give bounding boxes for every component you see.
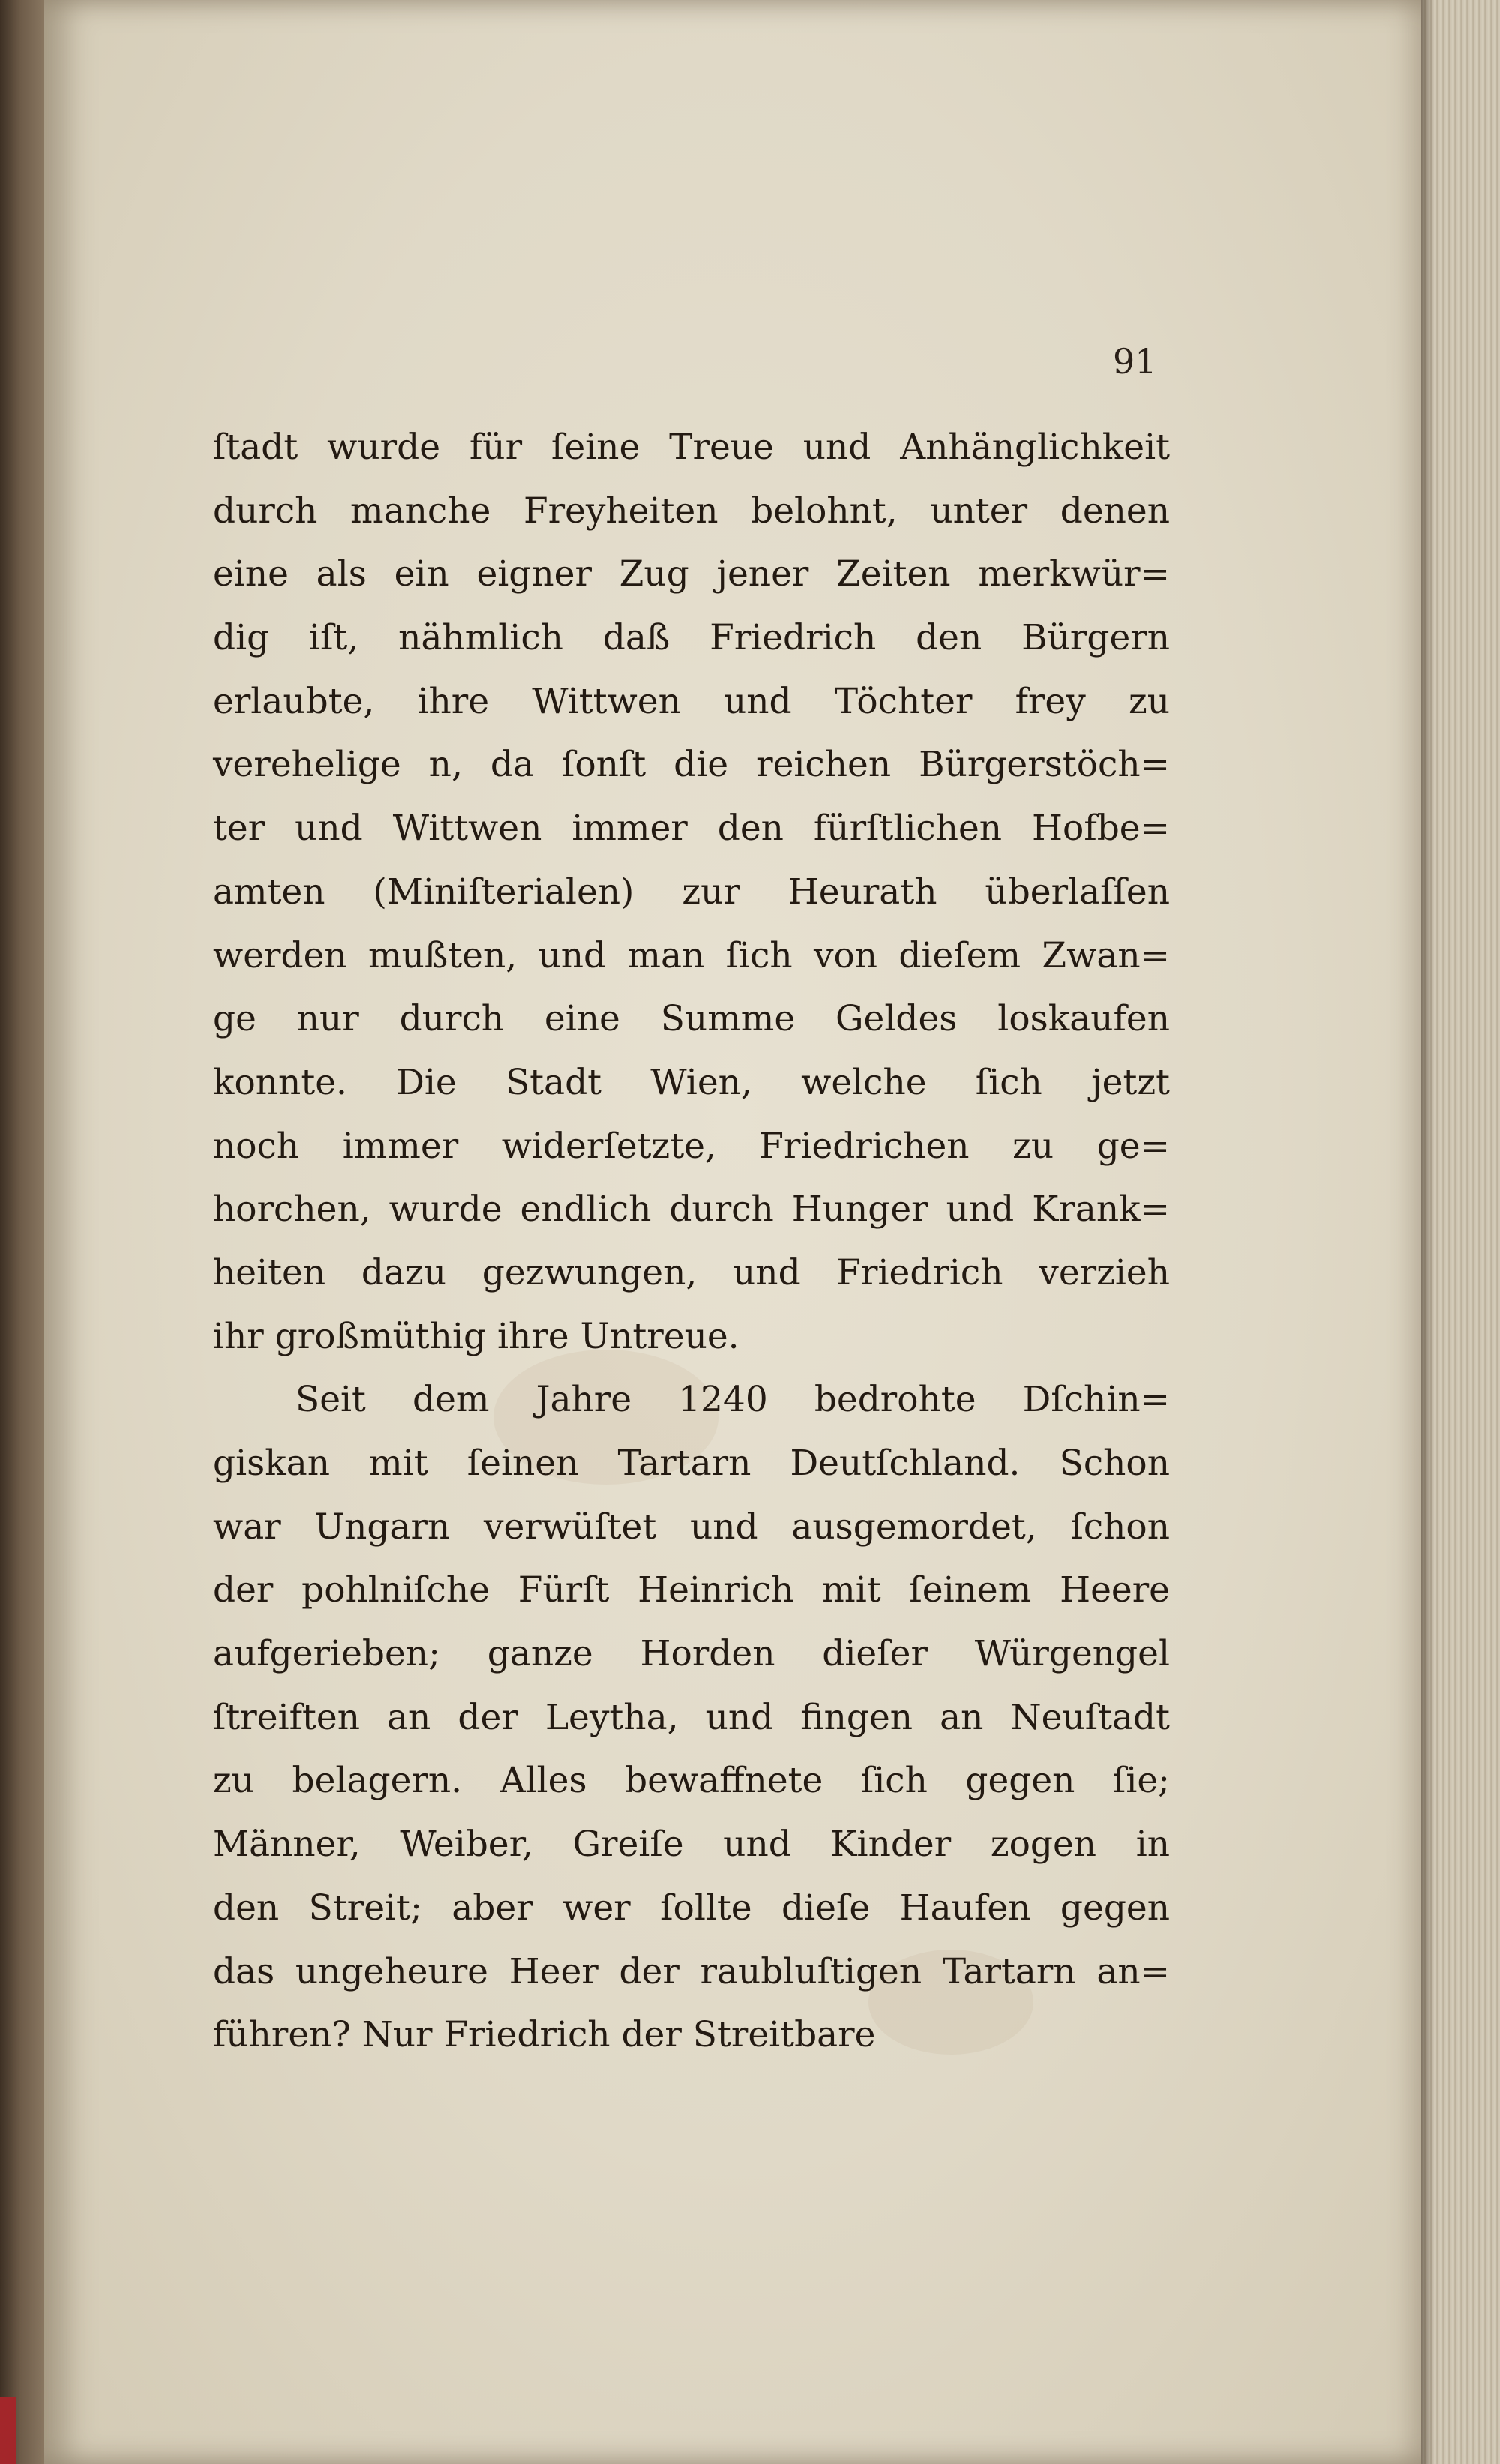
text-line: aufgerieben; ganze Horden dieſer Würgengel <box>213 1633 1170 1675</box>
page-stack-edge <box>1421 0 1500 2464</box>
paragraph <box>213 416 1170 1368</box>
paragraph <box>213 1368 1170 2067</box>
text-line: Seit dem Jahre 1240 bedrohte Dſchin= <box>296 1379 1170 1421</box>
text-line: war Ungarn verwüſtet und ausgemordet, ſchon <box>213 1506 1170 1548</box>
text-line: konnte. Die Stadt Wien, welche ſich jetzt <box>213 1061 1170 1103</box>
page-stack-shadow <box>1421 0 1435 2464</box>
book-binding-edge <box>0 0 45 2464</box>
text-line: zu belagern. Alles bewaffnete ſich gegen ſie; <box>213 1760 1170 1802</box>
page-number: 91 <box>1113 341 1157 382</box>
text-line: amten (Miniſterialen) zur Heurath überlaſſen <box>213 871 1170 913</box>
text-line: giskan mit ſeinen Tartarn Deutſchland. Schon <box>213 1443 1170 1484</box>
text-line: heiten dazu gezwungen, und Friedrich verzieh <box>213 1251 1170 1293</box>
text-line: durch manche Freyheiten belohnt, unter denen <box>213 490 1170 532</box>
text-line: ſtreiften an der Leytha, und fingen an Neuſtadt <box>213 1696 1170 1738</box>
text-line: das ungeheure Heer der raubluſtigen Tartarn an= <box>213 1950 1170 1992</box>
text-line: den Streit; aber wer ſollte dieſe Haufen gegen <box>213 1887 1170 1929</box>
text-line: ſtadt wurde für ſeine Treue und Anhänglichkeit <box>213 427 1170 468</box>
text-line: Männer, Weiber, Greiſe und Kinder zogen in <box>213 1824 1170 1866</box>
text-line: ge nur durch eine Summe Geldes loskaufen <box>213 998 1170 1040</box>
text-line: führen? Nur Friedrich der Streitbare <box>213 2014 876 2056</box>
text-line: werden mußten, und man ſich von dieſem Zwan= <box>213 934 1170 976</box>
text-line: dig iſt, nähmlich daß Friedrich den Bürgern <box>213 617 1170 659</box>
text-line: eine als ein eigner Zug jener Zeiten merkwür= <box>213 553 1170 595</box>
text-line: ter und Wittwen immer den fürſtlichen Hofbe= <box>213 808 1170 850</box>
text-line: noch immer widerſetzte, Friedrichen zu ge= <box>213 1125 1170 1167</box>
text-line: verehelige n, da ſonſt die reichen Bürgerstöch= <box>213 744 1170 786</box>
text-line: der pohlniſche Fürſt Heinrich mit ſeinem Heere <box>213 1569 1170 1611</box>
text-line: erlaubte, ihre Wittwen und Töchter frey zu <box>213 680 1170 722</box>
body-text <box>213 416 1170 2067</box>
text-line: horchen, wurde endlich durch Hunger und Krank= <box>213 1189 1170 1231</box>
red-page-edge-mark <box>0 2397 16 2464</box>
text-line: ihr großmüthig ihre Untreue. <box>213 1315 740 1357</box>
